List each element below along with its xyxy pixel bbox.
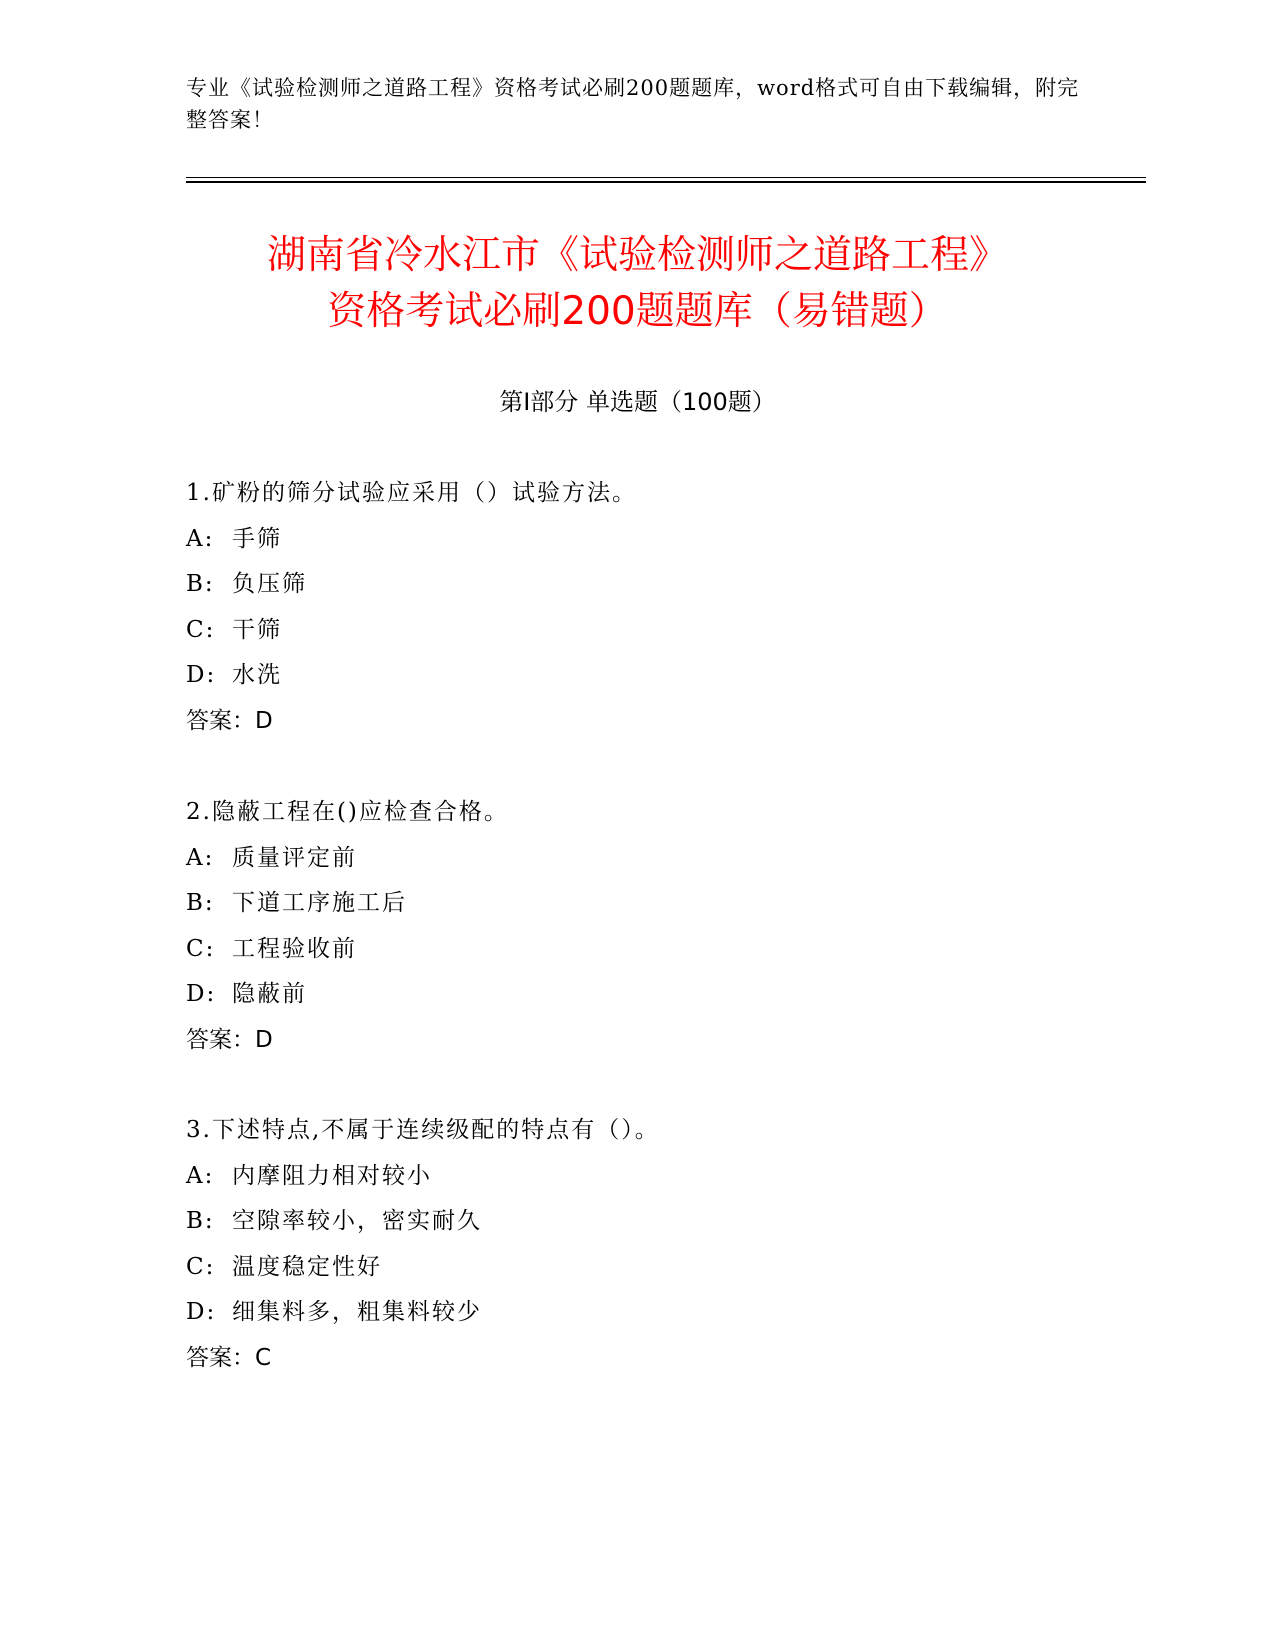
option-letter: C: [186, 616, 216, 643]
option-letter: D: [186, 981, 217, 1007]
option-b [186, 887, 1086, 933]
header-divider-thick [186, 181, 1146, 183]
option-d [186, 659, 1086, 705]
answer-line [186, 705, 1086, 751]
option-text: 内摩阻力相对较小 [232, 1162, 432, 1189]
option-letter: A: [186, 844, 215, 871]
option-c [186, 614, 1086, 660]
option-text: 水洗 [232, 662, 282, 688]
option-d [186, 1296, 1086, 1342]
option-text: 工程验收前 [232, 935, 357, 962]
document-title [100, 228, 1175, 340]
question-stem: 1.矿粉的筛分试验应采用（）试验方法。 [186, 480, 637, 506]
option-letter: D: [186, 662, 217, 688]
option-letter: B: [186, 1208, 215, 1234]
option-text: 下道工序施工后 [232, 890, 407, 916]
option-d [186, 978, 1086, 1024]
answer-label: 答案： [186, 1344, 255, 1371]
option-c [186, 1251, 1086, 1297]
option-a [186, 842, 1086, 888]
answer-label: 答案： [186, 707, 255, 734]
question-block [186, 796, 1086, 1069]
option-b [186, 1205, 1086, 1251]
option-text: 空隙率较小，密实耐久 [232, 1208, 482, 1234]
option-b [186, 568, 1086, 614]
answer-label: 答案： [186, 1026, 255, 1053]
question-block [186, 477, 1086, 750]
document-title-line-2: 资格考试必刷200题题库（易错题） [327, 289, 948, 334]
option-text: 负压筛 [232, 571, 307, 597]
option-letter: D: [186, 1299, 217, 1325]
header-divider-thin [186, 177, 1146, 178]
answer-value: D [255, 1026, 273, 1053]
option-c [186, 933, 1086, 979]
question-stem: 3.下述特点,不属于连续级配的特点有（）。 [186, 1117, 660, 1143]
question-block [186, 1114, 1086, 1387]
option-letter: C: [186, 935, 216, 962]
document-title-line-1: 湖南省冷水江市《试验检测师之道路工程》 [266, 233, 1008, 278]
option-text: 隐蔽前 [232, 981, 307, 1007]
option-letter: A: [186, 1162, 215, 1189]
option-letter: A: [186, 525, 215, 552]
answer-value: C [255, 1344, 272, 1371]
option-text: 细集料多，粗集料较少 [232, 1299, 482, 1325]
option-a [186, 523, 1086, 569]
section-heading: 第I部分 单选题（100题） [499, 388, 776, 416]
option-a [186, 1160, 1086, 1206]
option-letter: C: [186, 1253, 216, 1280]
answer-line [186, 1024, 1086, 1070]
option-text: 温度稳定性好 [232, 1253, 382, 1280]
option-letter: B: [186, 890, 215, 916]
question-stem: 2.隐蔽工程在()应检查合格。 [186, 799, 509, 825]
header-note: 专业《试验检测师之道路工程》资格考试必刷200题题库，word格式可自由下载编辑，附完整答案！ [186, 76, 1080, 132]
option-text: 质量评定前 [232, 844, 357, 871]
option-letter: B: [186, 571, 215, 597]
answer-value: D [255, 707, 273, 734]
option-text: 干筛 [232, 616, 282, 643]
option-text: 手筛 [232, 525, 282, 552]
answer-line [186, 1342, 1086, 1388]
